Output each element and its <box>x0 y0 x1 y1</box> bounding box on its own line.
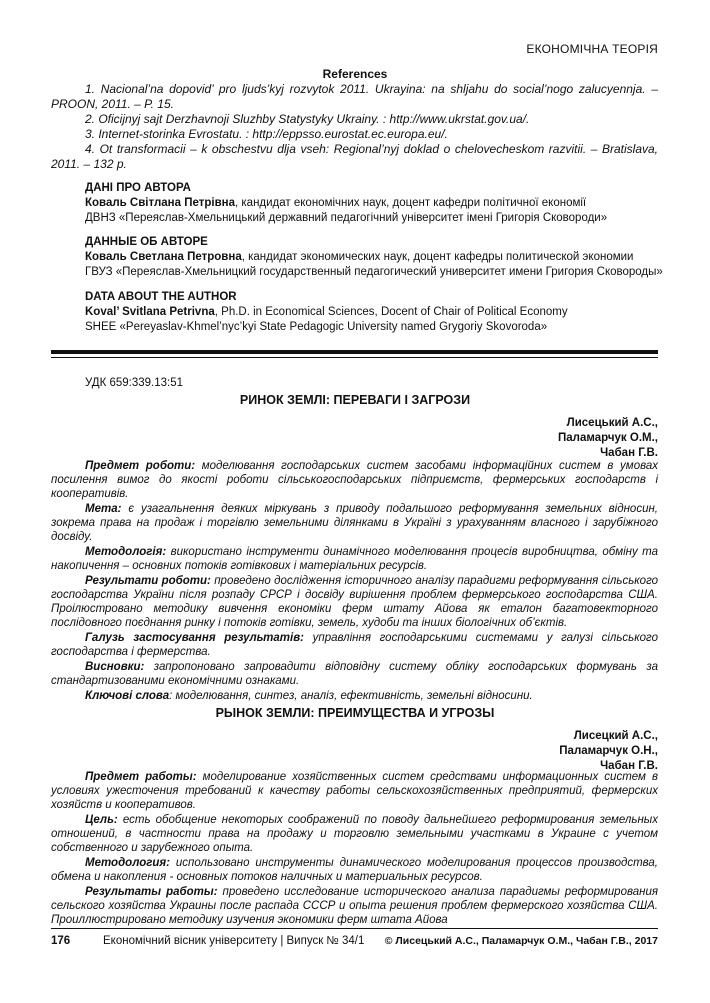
copyright-notice: © Лисецький А.С., Паламарчук О.М., Чабан Г.В., 2017 <box>384 935 658 947</box>
abstract-paragraph <box>51 545 658 573</box>
author-info-ru <box>85 235 665 280</box>
abstract-paragraph <box>51 689 658 703</box>
references-heading: References <box>322 67 388 81</box>
abstract-label: Методологія: <box>85 546 167 558</box>
author-entry: Паламарчук О.Н., <box>559 745 658 757</box>
author-position: , кандидат экономических наук, доцент кафедры политической экономии <box>241 251 634 263</box>
author-entry: Чабан Г.В. <box>600 447 658 459</box>
reference-item: 4. Ot transformacii – k obschestvu dlja vseh: Regional’nyj doklad o chelovecheskom razvitii. – Bratislava, 2011. – 132 p. <box>51 142 658 171</box>
section-divider-thick <box>51 350 658 354</box>
abstract-paragraph <box>51 770 658 812</box>
abstract-paragraph <box>51 574 658 630</box>
abstract-paragraph <box>51 631 658 659</box>
abstract-label: Предмет работы: <box>85 771 197 783</box>
abstract-text: проведено дослідження історичного аналізу парадигми реформування сільського господарства України після розпаду СРСР і досвіду вирішення проблем фермерського господарства США. Проілюстровано методику вивчення економіки ферм штату Айова як еталон багатовекторного послідовного поєднання ринку і потоків готівки, земель, худоби та інших біологічних об’єктів. <box>51 575 659 629</box>
abstract-text: запропоновано запровадити відповідну систему обліку господарських формувань за стандартизованими економічними ознаками. <box>51 661 658 687</box>
abstract-text: моделювання господарських систем засобами інформаційних систем в умовах посилення вимог до якості роботи сільськогосподарських підприємств, фермерських господарств і кооперативів. <box>51 460 658 500</box>
author-position: , кандидат економічних наук, доцент кафедри політичної економії <box>235 197 587 209</box>
author-heading: DATA ABOUT THE AUTHOR <box>85 291 237 303</box>
author-name: Koval’ Svitlana Petrivna <box>85 306 215 318</box>
journal-name: Економічний вісник університету | Випуск № 34/1 <box>103 935 365 947</box>
author-name: Коваль Світлана Петрівна <box>85 197 235 209</box>
author-entry: Паламарчук О.М., <box>558 432 658 444</box>
abstract-label: Результаты работы: <box>85 886 218 898</box>
author-line <box>85 305 665 320</box>
author-info-ua <box>85 181 665 226</box>
author-affiliation: ГВУЗ «Переяслав-Хмельницкий государственный педагогический университет имени Григория Сковороды» <box>85 266 663 278</box>
abstract-paragraph <box>51 660 658 688</box>
abstract-text: є узагальнення деяких міркувань з приводу подальшого реформування земельних відносин, зокрема права на продаж і торгівлю земельними ділянками в Україні з урахуванням власного і зарубіжного досвіду. <box>51 503 658 543</box>
abstract-text: управління господарськими системами у галузі сільського господарства і фермерства. <box>51 632 658 658</box>
references-list <box>51 82 658 172</box>
author-entry: Лисецкий А.С., <box>573 730 658 742</box>
abstract-label: Ключові слова <box>85 690 170 702</box>
reference-item: 2. Oficijnyj sajt Derzhavnoji Sluzhby Statystyky Ukrainy. : http://www.ukrstat.gov.ua/. <box>85 112 530 126</box>
abstract-label: Висновки: <box>85 661 145 673</box>
abstract-paragraph <box>51 856 658 884</box>
author-heading: ДАННЫЕ ОБ АВТОРЕ <box>85 236 208 248</box>
running-header: ЕКОНОМІЧНА ТЕОРІЯ <box>526 42 658 56</box>
abstract-label: Результати роботи: <box>85 575 211 587</box>
author-line <box>85 196 665 211</box>
author-heading: ДАНІ ПРО АВТОРА <box>85 182 191 194</box>
abstract-paragraph <box>51 813 658 855</box>
abstract-label: Методология: <box>85 857 170 869</box>
abstract-ua <box>51 459 658 704</box>
abstract-paragraph <box>51 459 658 501</box>
abstract-text: проведено исследование исторического анализа парадигмы реформирования сельского хозяйства Украины после распада СССР и опыта решения проблем фермерского хозяйства США. Проиллюстрировано методику изучения экономики ферм штата Айова <box>51 886 658 926</box>
abstract-text: : моделювання, синтез, аналіз, ефективність, земельні відносини. <box>169 690 533 702</box>
abstract-paragraph <box>51 502 658 544</box>
author-affiliation: ДВНЗ «Переяслав-Хмельницький державний педагогічний університет імені Григорія Сковороди» <box>85 212 608 224</box>
article-authors-ru <box>559 729 658 774</box>
author-entry: Чабан Г.В. <box>600 760 658 772</box>
abstract-label: Мета: <box>85 503 122 515</box>
page-number: 176 <box>51 935 71 947</box>
abstract-text: есть обобщение некоторых соображений по поводу дальнейшего реформирования земельных отношений, в частности права на продажу и торговлю земельными участками в Украине с учетом собственного и зарубежного опыта. <box>51 814 658 854</box>
abstract-text: моделирование хозяйственных систем средствами информационных систем в условиях ужесточения требований к качеству работы сельскохозяйственных предприятий, фермерских хозяйств и кооперативов. <box>51 771 658 811</box>
abstract-label: Галузь застосування результатів: <box>85 632 304 644</box>
author-entry: Лисецький А.С., <box>566 417 658 429</box>
author-line <box>85 250 665 265</box>
abstract-label: Цель: <box>85 814 118 826</box>
abstract-label: Предмет роботи: <box>85 460 196 472</box>
reference-item: 1. Nacional’na dopovid’ pro ljuds’kyj rozvytok 2011. Ukrayina: na shljahu do social’nogo zalucyennja. – PROON, 2011. – P. 15. <box>51 82 658 111</box>
author-info-en <box>85 290 665 335</box>
author-name: Коваль Светлана Петровна <box>85 251 242 263</box>
author-position: , Ph.D. in Economical Sciences, Docent of Chair of Political Economy <box>214 306 568 318</box>
abstract-ru <box>51 770 658 928</box>
article-title-ru: РЫНОК ЗЕМЛИ: ПРЕИМУЩЕСТВА И УГРОЗЫ <box>215 706 495 720</box>
article-authors-ua <box>558 416 658 461</box>
abstract-text: використано інструменти динамічного моделювання процесів виробництва, обміну та накопичення – основних потоків готівкових і матеріальних ресурсів. <box>51 546 658 572</box>
footer-divider <box>51 928 658 929</box>
abstract-paragraph <box>51 885 658 927</box>
reference-item: 3. Internet-storinka Evrostatu. : http://eppsso.eurostat.ec.europa.eu/. <box>85 127 448 141</box>
article-title-ua: РИНОК ЗЕМЛІ: ПЕРЕВАГИ І ЗАГРОЗИ <box>239 393 471 407</box>
author-affiliation: SHEE «Pereyaslav-Khmel’nyc’kyi State Pedagogic University named Grygoriy Skovoroda» <box>85 321 548 333</box>
abstract-text: использовано инструменты динамического моделирования процессов производства, обмена и накопления - основных потоков наличных и материальных ресурсов. <box>51 857 658 883</box>
section-divider-thin <box>51 357 658 358</box>
udk-code: УДК 659:339.13:51 <box>85 377 184 389</box>
